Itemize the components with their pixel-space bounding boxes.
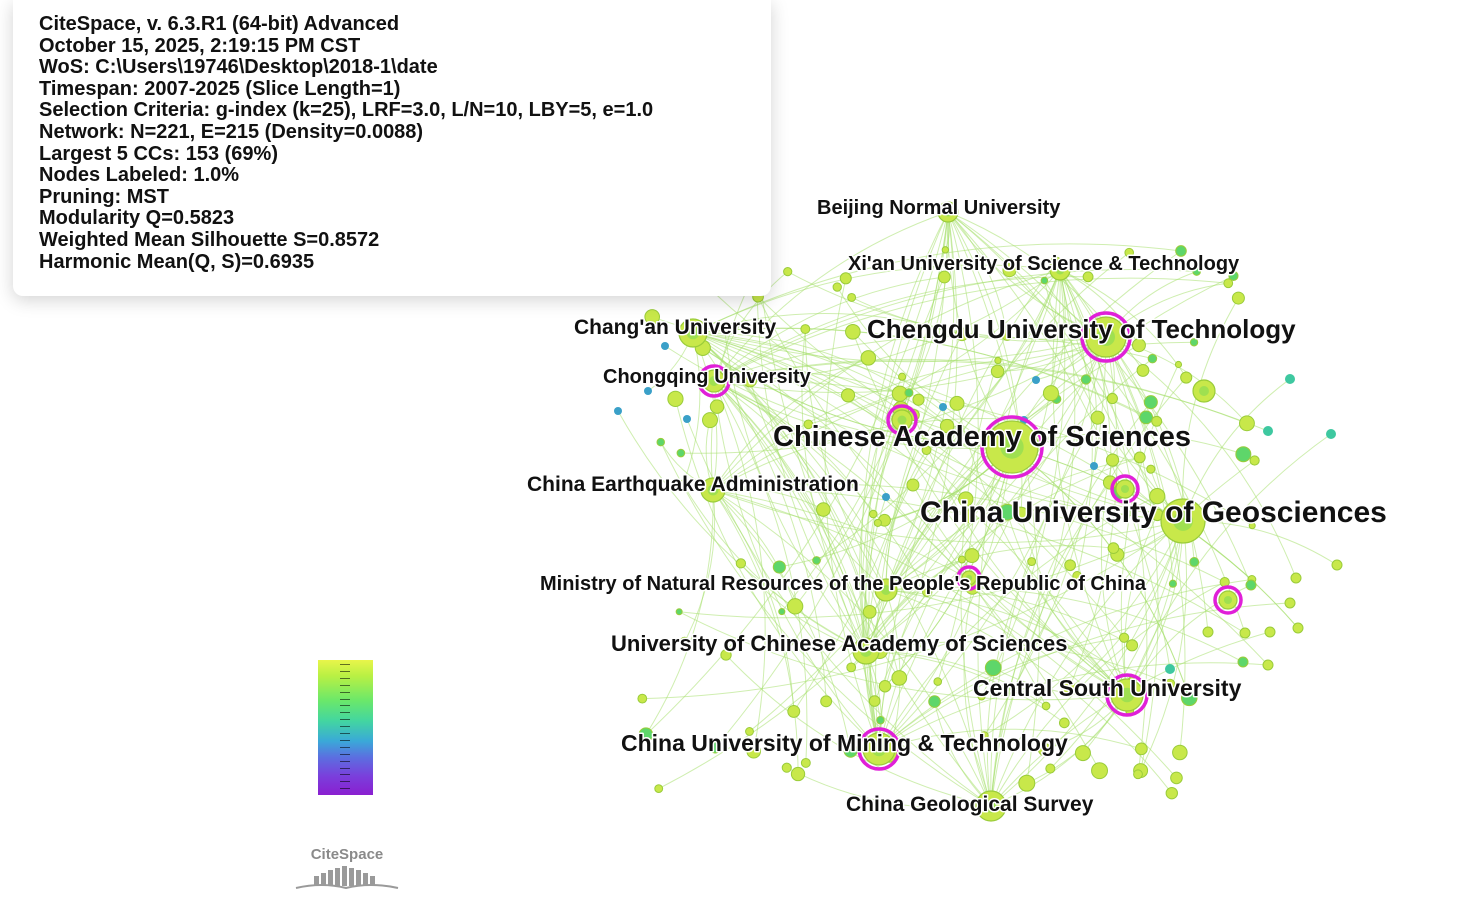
network-node[interactable] <box>1173 745 1188 760</box>
network-node[interactable] <box>813 557 821 565</box>
network-node[interactable] <box>657 438 664 445</box>
network-node[interactable] <box>846 324 861 339</box>
network-node[interactable] <box>899 373 906 380</box>
network-node-early[interactable] <box>614 407 622 415</box>
network-node[interactable] <box>879 680 890 691</box>
network-node[interactable] <box>1106 454 1118 466</box>
network-node[interactable] <box>1190 557 1199 566</box>
network-node[interactable] <box>668 391 683 406</box>
network-node-early[interactable] <box>1032 376 1040 384</box>
network-node[interactable] <box>907 479 919 491</box>
book-icon <box>292 846 402 894</box>
network-node-early[interactable] <box>644 387 652 395</box>
network-node[interactable] <box>779 609 785 615</box>
network-node[interactable] <box>985 660 1001 676</box>
network-node[interactable] <box>1250 456 1259 465</box>
label-beijing-normal-university[interactable]: Beijing Normal University <box>817 197 1061 219</box>
legend-year-tick <box>340 699 350 700</box>
label-china-university-of-mining-technology[interactable]: China University of Mining & Technology <box>621 730 1068 756</box>
network-node[interactable] <box>1120 633 1129 642</box>
legend-year-tick <box>340 788 350 789</box>
network-node[interactable] <box>1107 393 1117 403</box>
network-node[interactable] <box>861 351 876 366</box>
network-node[interactable] <box>1169 580 1176 587</box>
network-node[interactable] <box>1092 763 1108 779</box>
label-china-university-of-geosciences[interactable]: China University of Geosciences <box>920 496 1387 529</box>
network-node[interactable] <box>991 365 1003 377</box>
legend-year-tick <box>340 740 350 741</box>
legend-year-tick <box>340 705 350 706</box>
network-node[interactable] <box>655 785 663 793</box>
network-node[interactable] <box>788 705 800 717</box>
network-node[interactable] <box>841 389 854 402</box>
data-source-path: WoS: C:\Users\19746\Desktop\2018-1\date <box>39 56 438 79</box>
network-node-early[interactable] <box>1326 429 1336 439</box>
network-node-early[interactable] <box>1285 374 1295 384</box>
network-edge <box>1127 434 1331 695</box>
network-node[interactable] <box>1148 354 1157 363</box>
network-node[interactable] <box>869 510 877 518</box>
network-node[interactable] <box>892 671 907 686</box>
legend-year-tick <box>340 774 350 775</box>
network-node[interactable] <box>801 325 810 334</box>
timespan: Timespan: 2007-2025 (Slice Length=1) <box>39 77 401 100</box>
logo-text: CiteSpace <box>310 846 384 863</box>
network-node[interactable] <box>1028 558 1036 566</box>
network-node[interactable] <box>1134 770 1143 779</box>
network-node[interactable] <box>1293 623 1303 633</box>
network-node[interactable] <box>801 758 810 767</box>
network-node[interactable] <box>833 283 841 291</box>
network-size: Network: N=221, E=215 (Density=0.0088) <box>39 120 424 143</box>
selection-criteria: Selection Criteria: g-index (k=25), LRF=3.0, L/N=10, LBY=5, e=1.0 <box>39 99 654 122</box>
network-node[interactable] <box>1042 702 1050 710</box>
network-edge <box>879 592 927 749</box>
label-chongqing-university[interactable]: Chongqing University <box>603 366 811 388</box>
network-node[interactable] <box>736 559 745 568</box>
network-node[interactable] <box>1046 764 1055 773</box>
network-node[interactable] <box>1265 627 1275 637</box>
legend-year-tick <box>340 678 350 679</box>
legend-year-tick <box>340 747 350 748</box>
network-node[interactable] <box>784 268 792 276</box>
network-node[interactable] <box>1065 560 1076 571</box>
network-node[interactable] <box>874 519 881 526</box>
network-node-early[interactable] <box>1263 426 1273 436</box>
network-node[interactable] <box>782 763 791 772</box>
node-core[interactable] <box>1199 386 1209 396</box>
network-node[interactable] <box>1126 640 1137 651</box>
year-color-legend <box>318 660 373 795</box>
legend-year-tick <box>340 761 350 762</box>
legend-year-tick <box>340 664 350 665</box>
network-node-early[interactable] <box>882 493 890 501</box>
label-chinese-academy-of-sciences[interactable]: Chinese Academy of Sciences <box>773 421 1191 453</box>
legend-year-tick <box>340 719 350 720</box>
network-node[interactable] <box>773 561 785 573</box>
network-node[interactable] <box>1019 775 1035 791</box>
network-node[interactable] <box>821 696 832 707</box>
label-university-of-chinese-academy-of-sciences[interactable]: University of Chinese Academy of Sciences <box>611 631 1068 656</box>
legend-year-tick <box>340 712 350 713</box>
network-node-early[interactable] <box>683 415 691 423</box>
network-node[interactable] <box>1043 386 1058 401</box>
software-version: CiteSpace, v. 6.3.R1 (64-bit) Advanced <box>39 13 400 35</box>
network-node-early[interactable] <box>939 403 947 411</box>
network-node[interactable] <box>1108 543 1119 554</box>
network-summary-panel <box>13 0 771 296</box>
network-node[interactable] <box>995 357 1001 363</box>
network-node-early[interactable] <box>1090 462 1098 470</box>
network-node[interactable] <box>1041 277 1048 284</box>
network-node[interactable] <box>1285 598 1295 608</box>
network-node[interactable] <box>817 503 831 517</box>
network-node[interactable] <box>913 394 924 405</box>
network-node[interactable] <box>1059 718 1069 728</box>
network-node[interactable] <box>787 599 802 614</box>
network-node[interactable] <box>1144 396 1157 409</box>
network-node[interactable] <box>1147 465 1155 473</box>
legend-year-tick <box>340 692 350 693</box>
network-node[interactable] <box>1175 361 1181 367</box>
network-node[interactable] <box>1240 628 1250 638</box>
network-node[interactable] <box>958 556 965 563</box>
network-node[interactable] <box>934 678 942 686</box>
network-node[interactable] <box>710 400 723 413</box>
node-core[interactable] <box>1121 485 1129 493</box>
network-node[interactable] <box>638 694 647 703</box>
network-node[interactable] <box>791 767 804 780</box>
network-node[interactable] <box>1137 365 1149 377</box>
modularity: Modularity Q=0.5823 <box>39 207 235 230</box>
network-node[interactable] <box>905 389 913 397</box>
node-core[interactable] <box>1224 596 1232 604</box>
network-node[interactable] <box>1075 746 1090 761</box>
network-node[interactable] <box>1166 787 1177 798</box>
network-node[interactable] <box>703 413 718 428</box>
nodes-labeled: Nodes Labeled: 1.0% <box>39 164 240 187</box>
network-node[interactable] <box>1224 279 1233 288</box>
network-node[interactable] <box>1181 372 1192 383</box>
network-node[interactable] <box>1263 660 1273 670</box>
network-node[interactable] <box>676 609 682 615</box>
network-node[interactable] <box>950 396 964 410</box>
legend-year-tick <box>340 726 350 727</box>
network-node[interactable] <box>1236 447 1251 462</box>
network-node[interactable] <box>965 549 979 563</box>
network-node[interactable] <box>863 605 876 618</box>
legend-year-tick <box>340 781 350 782</box>
network-edge <box>683 333 700 484</box>
network-node[interactable] <box>847 663 856 672</box>
label-chengdu-university-of-technology[interactable]: Chengdu University of Technology <box>867 314 1296 344</box>
network-node[interactable] <box>1081 375 1090 384</box>
label-china-geological-survey[interactable]: China Geological Survey <box>846 793 1094 816</box>
timestamp: October 15, 2025, 2:19:15 PM CST <box>39 34 361 57</box>
largest-components: Largest 5 CCs: 153 (69%) <box>39 142 278 165</box>
network-node[interactable] <box>1232 292 1244 304</box>
network-node[interactable] <box>1291 573 1301 583</box>
network-node[interactable] <box>929 696 941 708</box>
network-node[interactable] <box>1332 560 1342 570</box>
label-ministry-of-natural-resources[interactable]: Ministry of Natural Resources of the People's Republic of China <box>540 573 1146 595</box>
legend-year-tick <box>340 685 350 686</box>
legend-year-tick <box>340 754 350 755</box>
network-node[interactable] <box>1171 772 1183 784</box>
network-node[interactable] <box>877 716 885 724</box>
label-china-earthquake-administration[interactable]: China Earthquake Administration <box>527 473 859 496</box>
label-changan-university[interactable]: Chang'an University <box>574 316 777 339</box>
network-node[interactable] <box>869 696 880 707</box>
network-node[interactable] <box>677 449 685 457</box>
harmonic-mean: Harmonic Mean(Q, S)=0.6935 <box>39 250 315 273</box>
citespace-logo <box>292 846 402 894</box>
network-node[interactable] <box>1246 580 1256 590</box>
network-node[interactable] <box>1240 416 1255 431</box>
legend-year-tick <box>340 733 350 734</box>
network-node[interactable] <box>1203 627 1213 637</box>
network-node[interactable] <box>848 293 856 301</box>
network-node-early[interactable] <box>1165 664 1175 674</box>
label-central-south-university[interactable]: Central South University <box>973 675 1242 701</box>
network-node[interactable] <box>1238 657 1248 667</box>
silhouette: Weighted Mean Silhouette S=0.8572 <box>39 228 380 251</box>
network-node-early[interactable] <box>661 342 669 350</box>
pruning: Pruning: MST <box>39 185 169 208</box>
network-node[interactable] <box>1136 743 1148 755</box>
network-node[interactable] <box>1134 452 1145 463</box>
legend-year-tick <box>340 671 350 672</box>
label-xian-university-of-science-technology[interactable]: Xi'an University of Science & Technology <box>848 253 1240 275</box>
legend-year-tick <box>340 768 350 769</box>
